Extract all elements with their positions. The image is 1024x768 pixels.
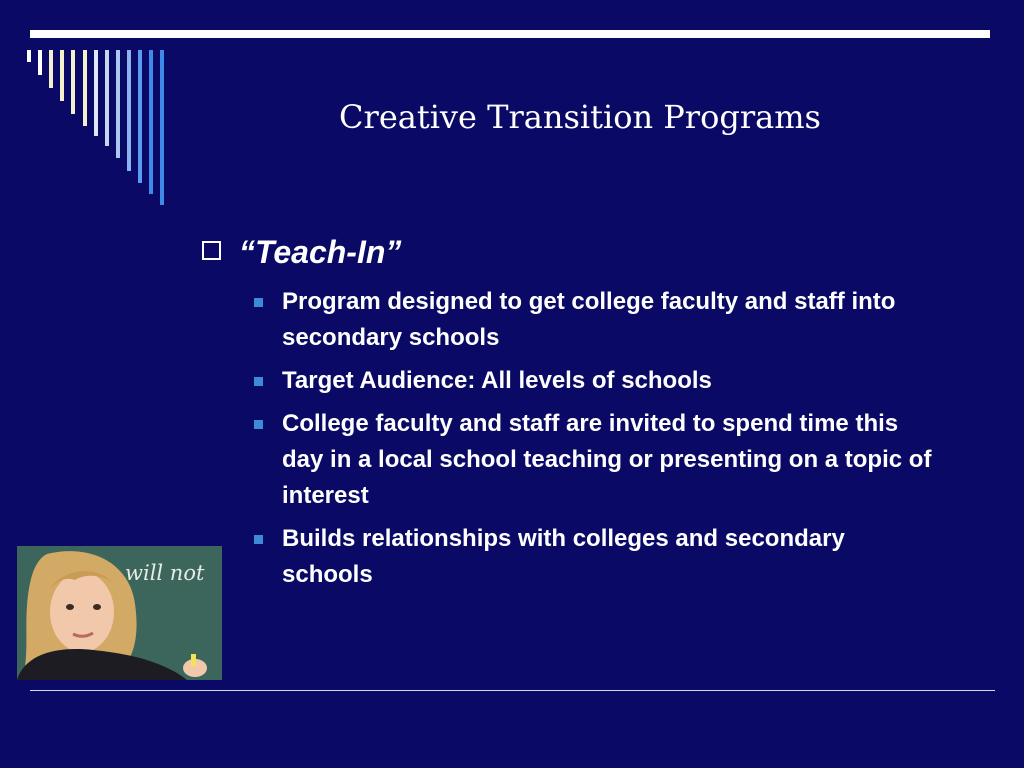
stripe <box>83 50 87 126</box>
stripe <box>60 50 64 101</box>
stripe <box>49 50 53 88</box>
heading-bullet <box>202 234 401 271</box>
heading-text: “Teach-In” <box>239 234 402 270</box>
square-bullet-icon <box>254 535 263 544</box>
list-item <box>248 406 938 514</box>
stripe <box>38 50 42 75</box>
girl-chalkboard-photo <box>17 546 222 680</box>
stripe <box>94 50 98 136</box>
stripe <box>27 50 31 62</box>
chalkboard-text: will not <box>125 561 205 585</box>
top-rule <box>30 30 990 38</box>
stripe <box>105 50 109 146</box>
chalk <box>191 654 196 666</box>
list-item-text: Program designed to get college faculty and staff into secondary schools <box>282 288 896 351</box>
list-item <box>248 521 938 593</box>
hollow-square-bullet-icon <box>202 241 221 260</box>
slide-title: Creative Transition Programs <box>339 98 821 136</box>
list-item-text: Target Audience: All levels of schools <box>282 367 712 394</box>
square-bullet-icon <box>254 377 263 386</box>
square-bullet-icon <box>254 298 263 307</box>
bottom-rule <box>30 690 995 691</box>
list-item <box>248 363 938 399</box>
stripe <box>160 50 164 205</box>
right-eye <box>93 604 101 610</box>
stripe <box>116 50 120 158</box>
list-item-text: Builds relationships with colleges and secondary schools <box>282 525 845 588</box>
stripe <box>138 50 142 183</box>
photo-illustration <box>17 546 222 680</box>
list-item <box>248 284 938 356</box>
square-bullet-icon <box>254 420 263 429</box>
face <box>50 572 114 652</box>
left-eye <box>66 604 74 610</box>
list-item-text: College faculty and staff are invited to spend time this day in a local school teaching or presenting on a topic of interest <box>282 410 932 509</box>
stripe <box>127 50 131 171</box>
stripe <box>149 50 153 194</box>
stripe <box>71 50 75 114</box>
bullet-list <box>248 284 938 600</box>
